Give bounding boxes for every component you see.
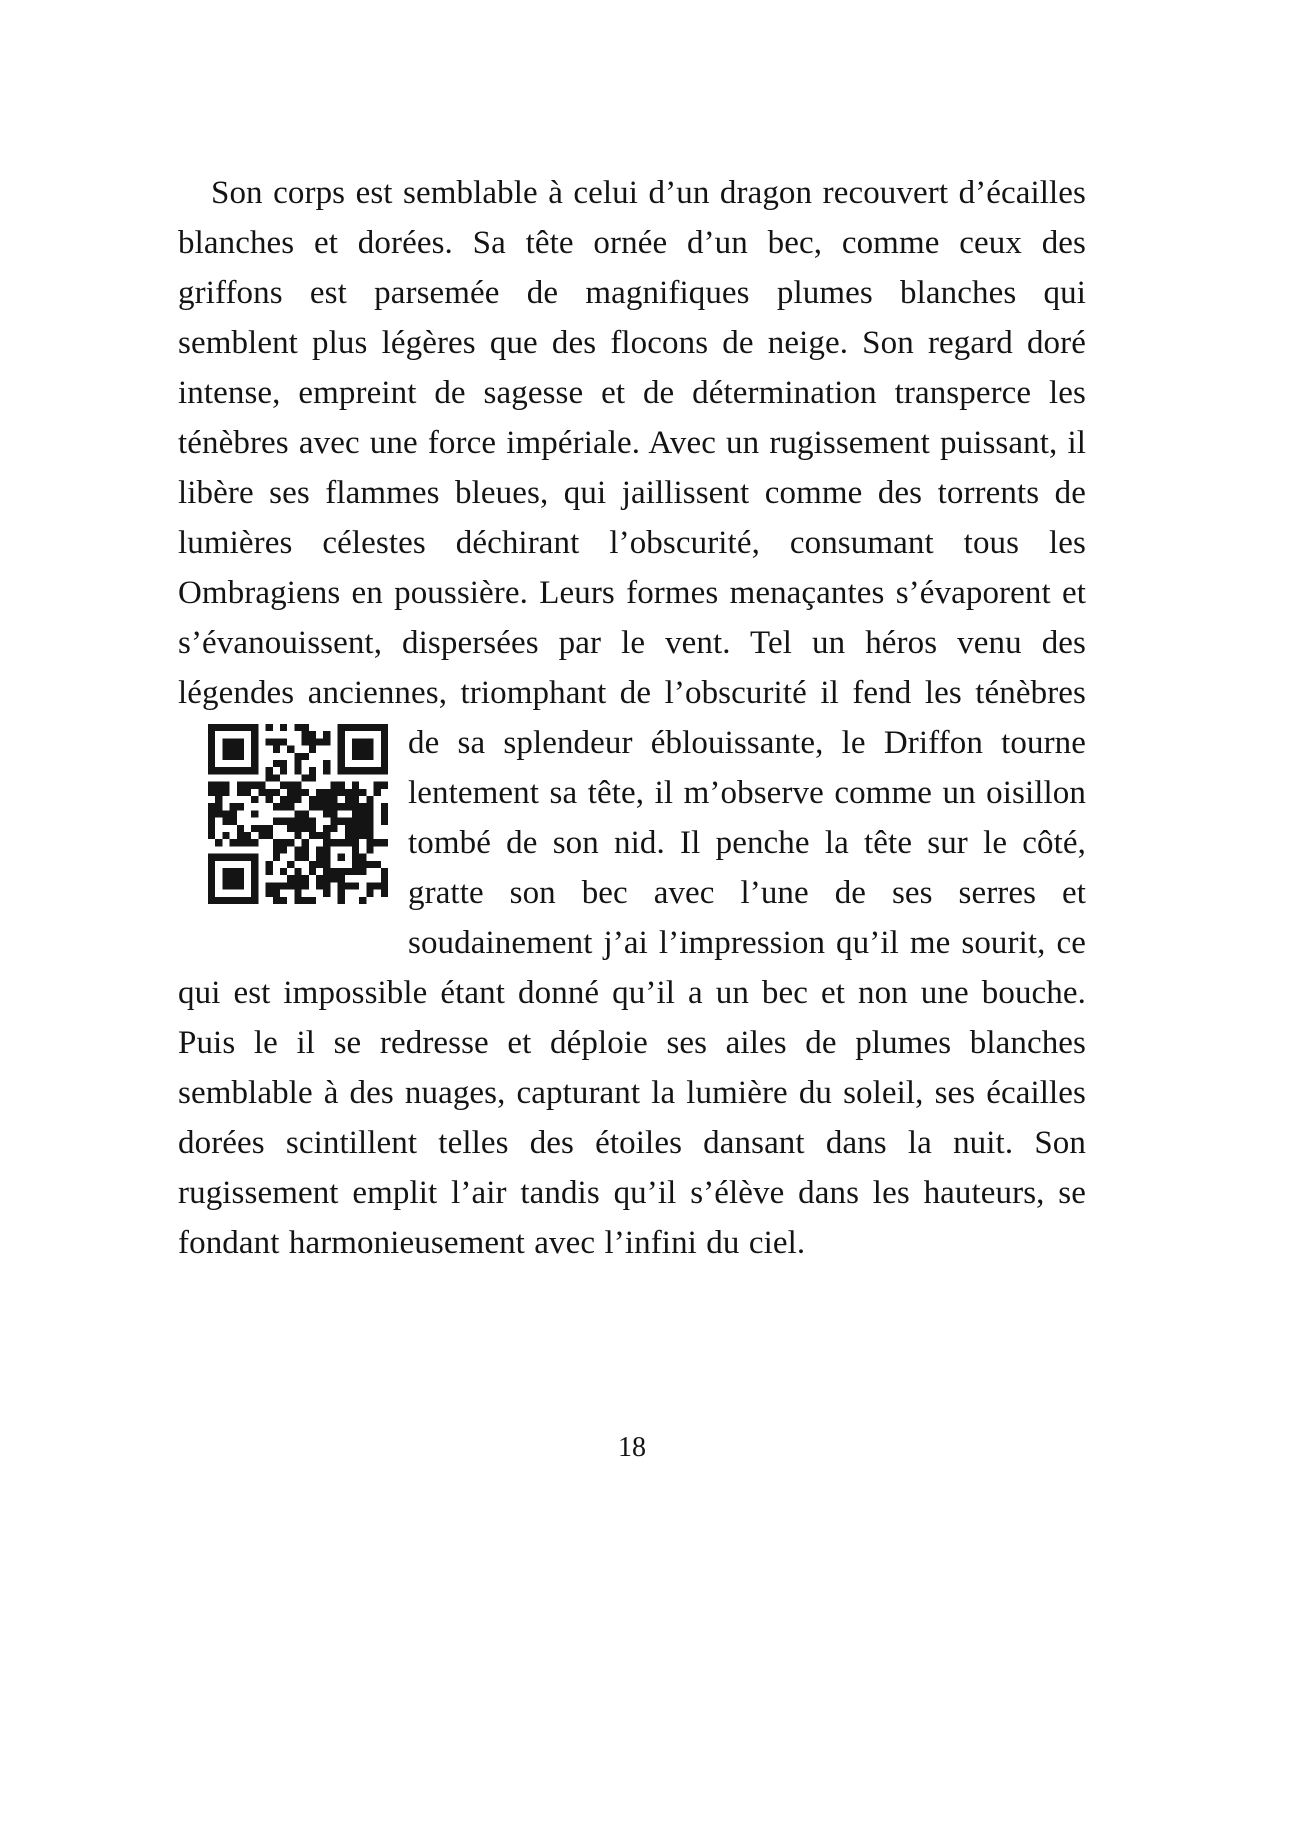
text-block (178, 168, 1086, 1268)
paragraph-text-after-qr: Driffon tourne lentement sa tête, il m’observe comme un oisillon tombé de son nid. Il penche la tête sur le côté, gratte son bec avec l’une de ses serres et soudainement j’ai l’impression qu’il me sourit, ce qui est impossible étant donné qu’il a un bec et non une bouche. Puis le il se redresse et déploie ses ailes de plumes blanches semblable à des nuages, capturant la lumière du soleil, ses écailles dorées scintillent telles des étoiles dansant dans la nuit. Son rugissement emplit l’air tandis qu’il s’élève dans les hauteurs, se fondant harmonieusement avec l’infini du ciel. (178, 725, 1087, 1261)
paragraph-text-before-qr: Son corps est semblable à celui d’un dragon recouvert d’écailles blanches et dorées. Sa tête ornée d’un bec, comme ceux des griffons est parsemée de magnifiques plumes blanches qui semblent plus légères que des flocons de neige. Son regard doré intense, empreint de sagesse et de détermination transperce les ténèbres avec une force impériale. Avec un rugissement puissant, il libère ses flammes bleues, qui jaillissent comme des torrents de lumières célestes déchirant l’obscurité, consumant tous les Ombragiens en poussière. Leurs formes menaçantes s’évaporent et s’évanouissent, dispersées par le vent. Tel un héros venu des légendes anciennes, triomphant de l’obscurité il fend les ténèbres de sa splendeur éblouissante, le (178, 175, 1086, 761)
page-number: 18 (618, 1432, 646, 1463)
paragraph (178, 168, 1086, 1268)
qr-code-icon (208, 724, 388, 904)
